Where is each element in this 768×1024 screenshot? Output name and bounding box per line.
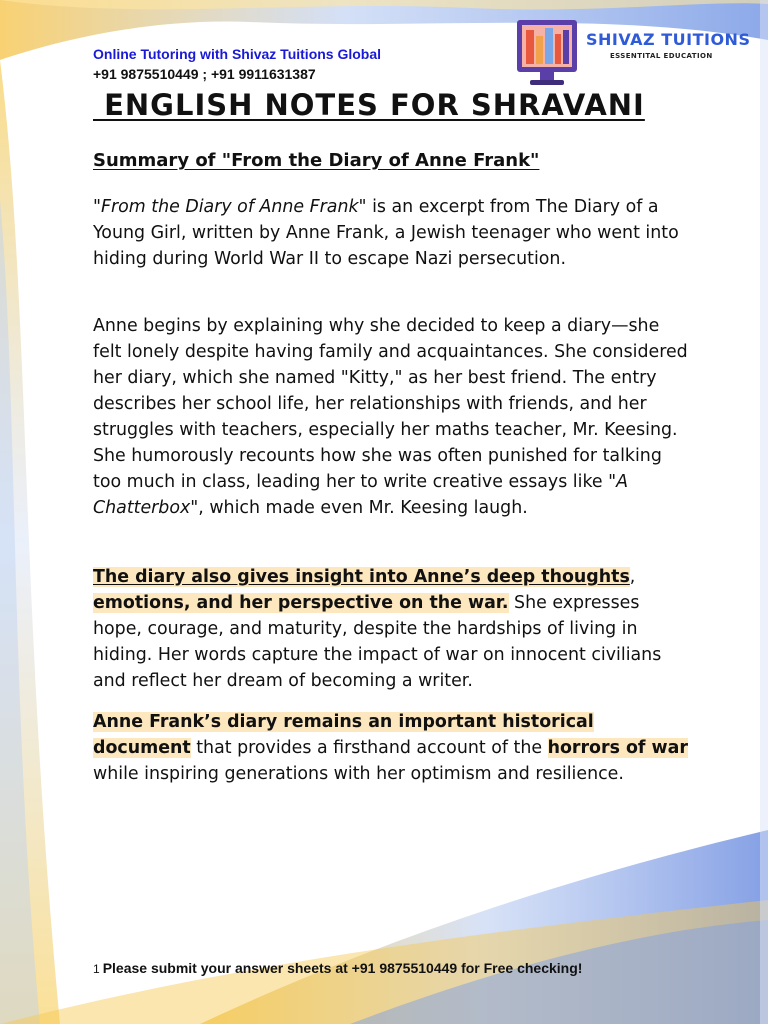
logo-subtitle: ESSENTITAL EDUCATION xyxy=(610,52,713,60)
monitor-books-icon xyxy=(514,16,582,88)
highlight-horrors: horrors of war xyxy=(547,738,688,758)
paragraph-legacy xyxy=(93,709,693,787)
legacy-text: while inspiring generations with her optimism and resilience. xyxy=(93,764,624,784)
insight-comma: , xyxy=(629,567,636,587)
contact-block xyxy=(93,44,381,84)
paragraph-intro xyxy=(93,194,693,272)
page-number: 1 xyxy=(93,962,100,976)
highlight-historical: Anne Frank’s diary remains an important historical document xyxy=(93,712,594,758)
logo-title: SHIVAZ TUITIONS xyxy=(586,30,751,49)
chatterbox-italic: "A Chatterbox" xyxy=(93,472,629,518)
paragraph-diary xyxy=(93,313,693,521)
phone-numbers: +91 9875510449 ; +91 9911631387 xyxy=(93,66,316,82)
footer-message: Please submit your answer sheets at +91 9875510449 for Free checking! xyxy=(102,960,583,976)
diary-text: Anne begins by explaining why she decided to keep a diary—she felt lonely despite having family and acquaintances. She considered her diary, which she named "Kitty," as her best friend. The entry describes her school life, her relationships with friends, and her struggles with teachers, especially her maths teacher, Mr. Keesing. She humorously recounts how she was often punished for talking too much in class, leading her to write creative essays like xyxy=(93,316,688,492)
diary-tail: , which made even Mr. Keesing laugh. xyxy=(198,498,528,518)
highlight-emotions: emotions, and her perspective on the war. xyxy=(93,593,509,613)
legacy-mid: that provides a firsthand account of the xyxy=(190,738,548,758)
shivaz-logo xyxy=(514,16,751,96)
highlight-insight: The diary also gives insight into Anne’s deep thoughts xyxy=(93,567,630,587)
tagline: Online Tutoring with Shivaz Tuitions Global xyxy=(93,46,382,62)
section-heading: Summary of "From the Diary of Anne Frank" xyxy=(93,150,540,171)
intro-text: is an excerpt from The Diary of a Young Girl, written by Anne Frank, a Jewish teenager who went into hiding during World War II to escape Nazi persecution. xyxy=(93,197,679,269)
intro-title-italic: "From the Diary of Anne Frank" xyxy=(93,197,367,217)
paragraph-insight xyxy=(93,564,693,694)
footer-note xyxy=(93,960,582,976)
insight-text: She expresses hope, courage, and maturity, despite the hardships of living in hiding. Her words capture the impact of war on innocent civilians and reflect her dream of becoming a writer. xyxy=(93,593,662,691)
page-title: ENGLISH NOTES FOR SHRAVANI xyxy=(93,88,645,122)
